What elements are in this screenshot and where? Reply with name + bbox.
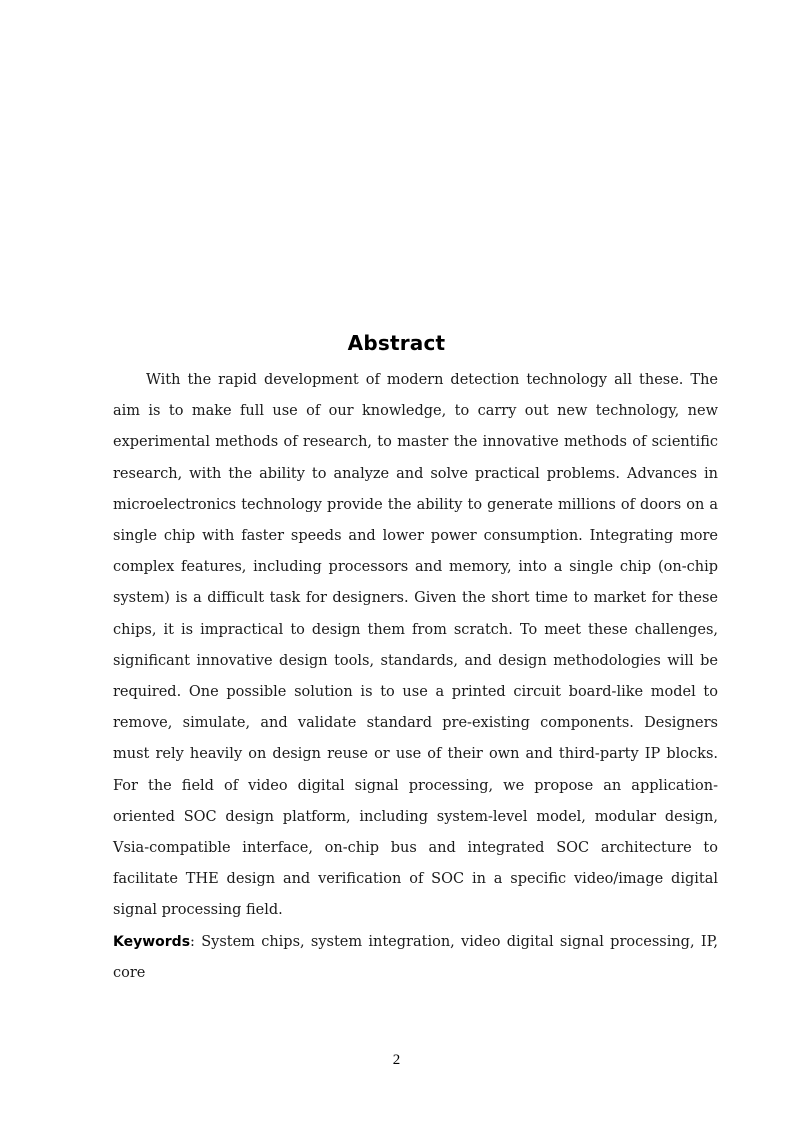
abstract-title: Abstract [347, 331, 446, 355]
page-number: 2 [392, 1052, 401, 1068]
keywords-text: System chips, system integration, video digital signal processing, IP, core [113, 934, 718, 982]
keywords-label: Keywords [113, 934, 191, 950]
keywords-line [113, 927, 718, 989]
keywords-separator: : [190, 934, 202, 950]
abstract-paragraph: With the rapid development of modern detection technology all these. The aim is to make full use of our knowledge, to carry out new technology, new experimental methods of research, to master the innovative methods of scientific research, with the ability to analyze and solve practical problems. Advances in microelectronics technology provide the ability to generate millions of doors on a single chip with faster speeds and lower power consumption. Integrating more complex features, including processors and memory, into a single chip (on-chip system) is a difficult task for designers. Given the short time to market for these chips, it is impractical to design them from scratch. To meet these challenges, significant innovative design tools, standards, and design methodologies will be required. One possible solution is to use a printed circuit board-like model to remove, simulate, and validate standard pre-existing components. Designers must rely heavily on design reuse or use of their own and third-party IP blocks. For the field of video digital signal processing, we propose an application-oriented SOC design platform, including system-level model, modular design, Vsia-compatible interface, on-chip bus and integrated SOC architecture to facilitate THE design and verification of SOC in a specific video/image digital signal processing field. [113, 372, 718, 919]
